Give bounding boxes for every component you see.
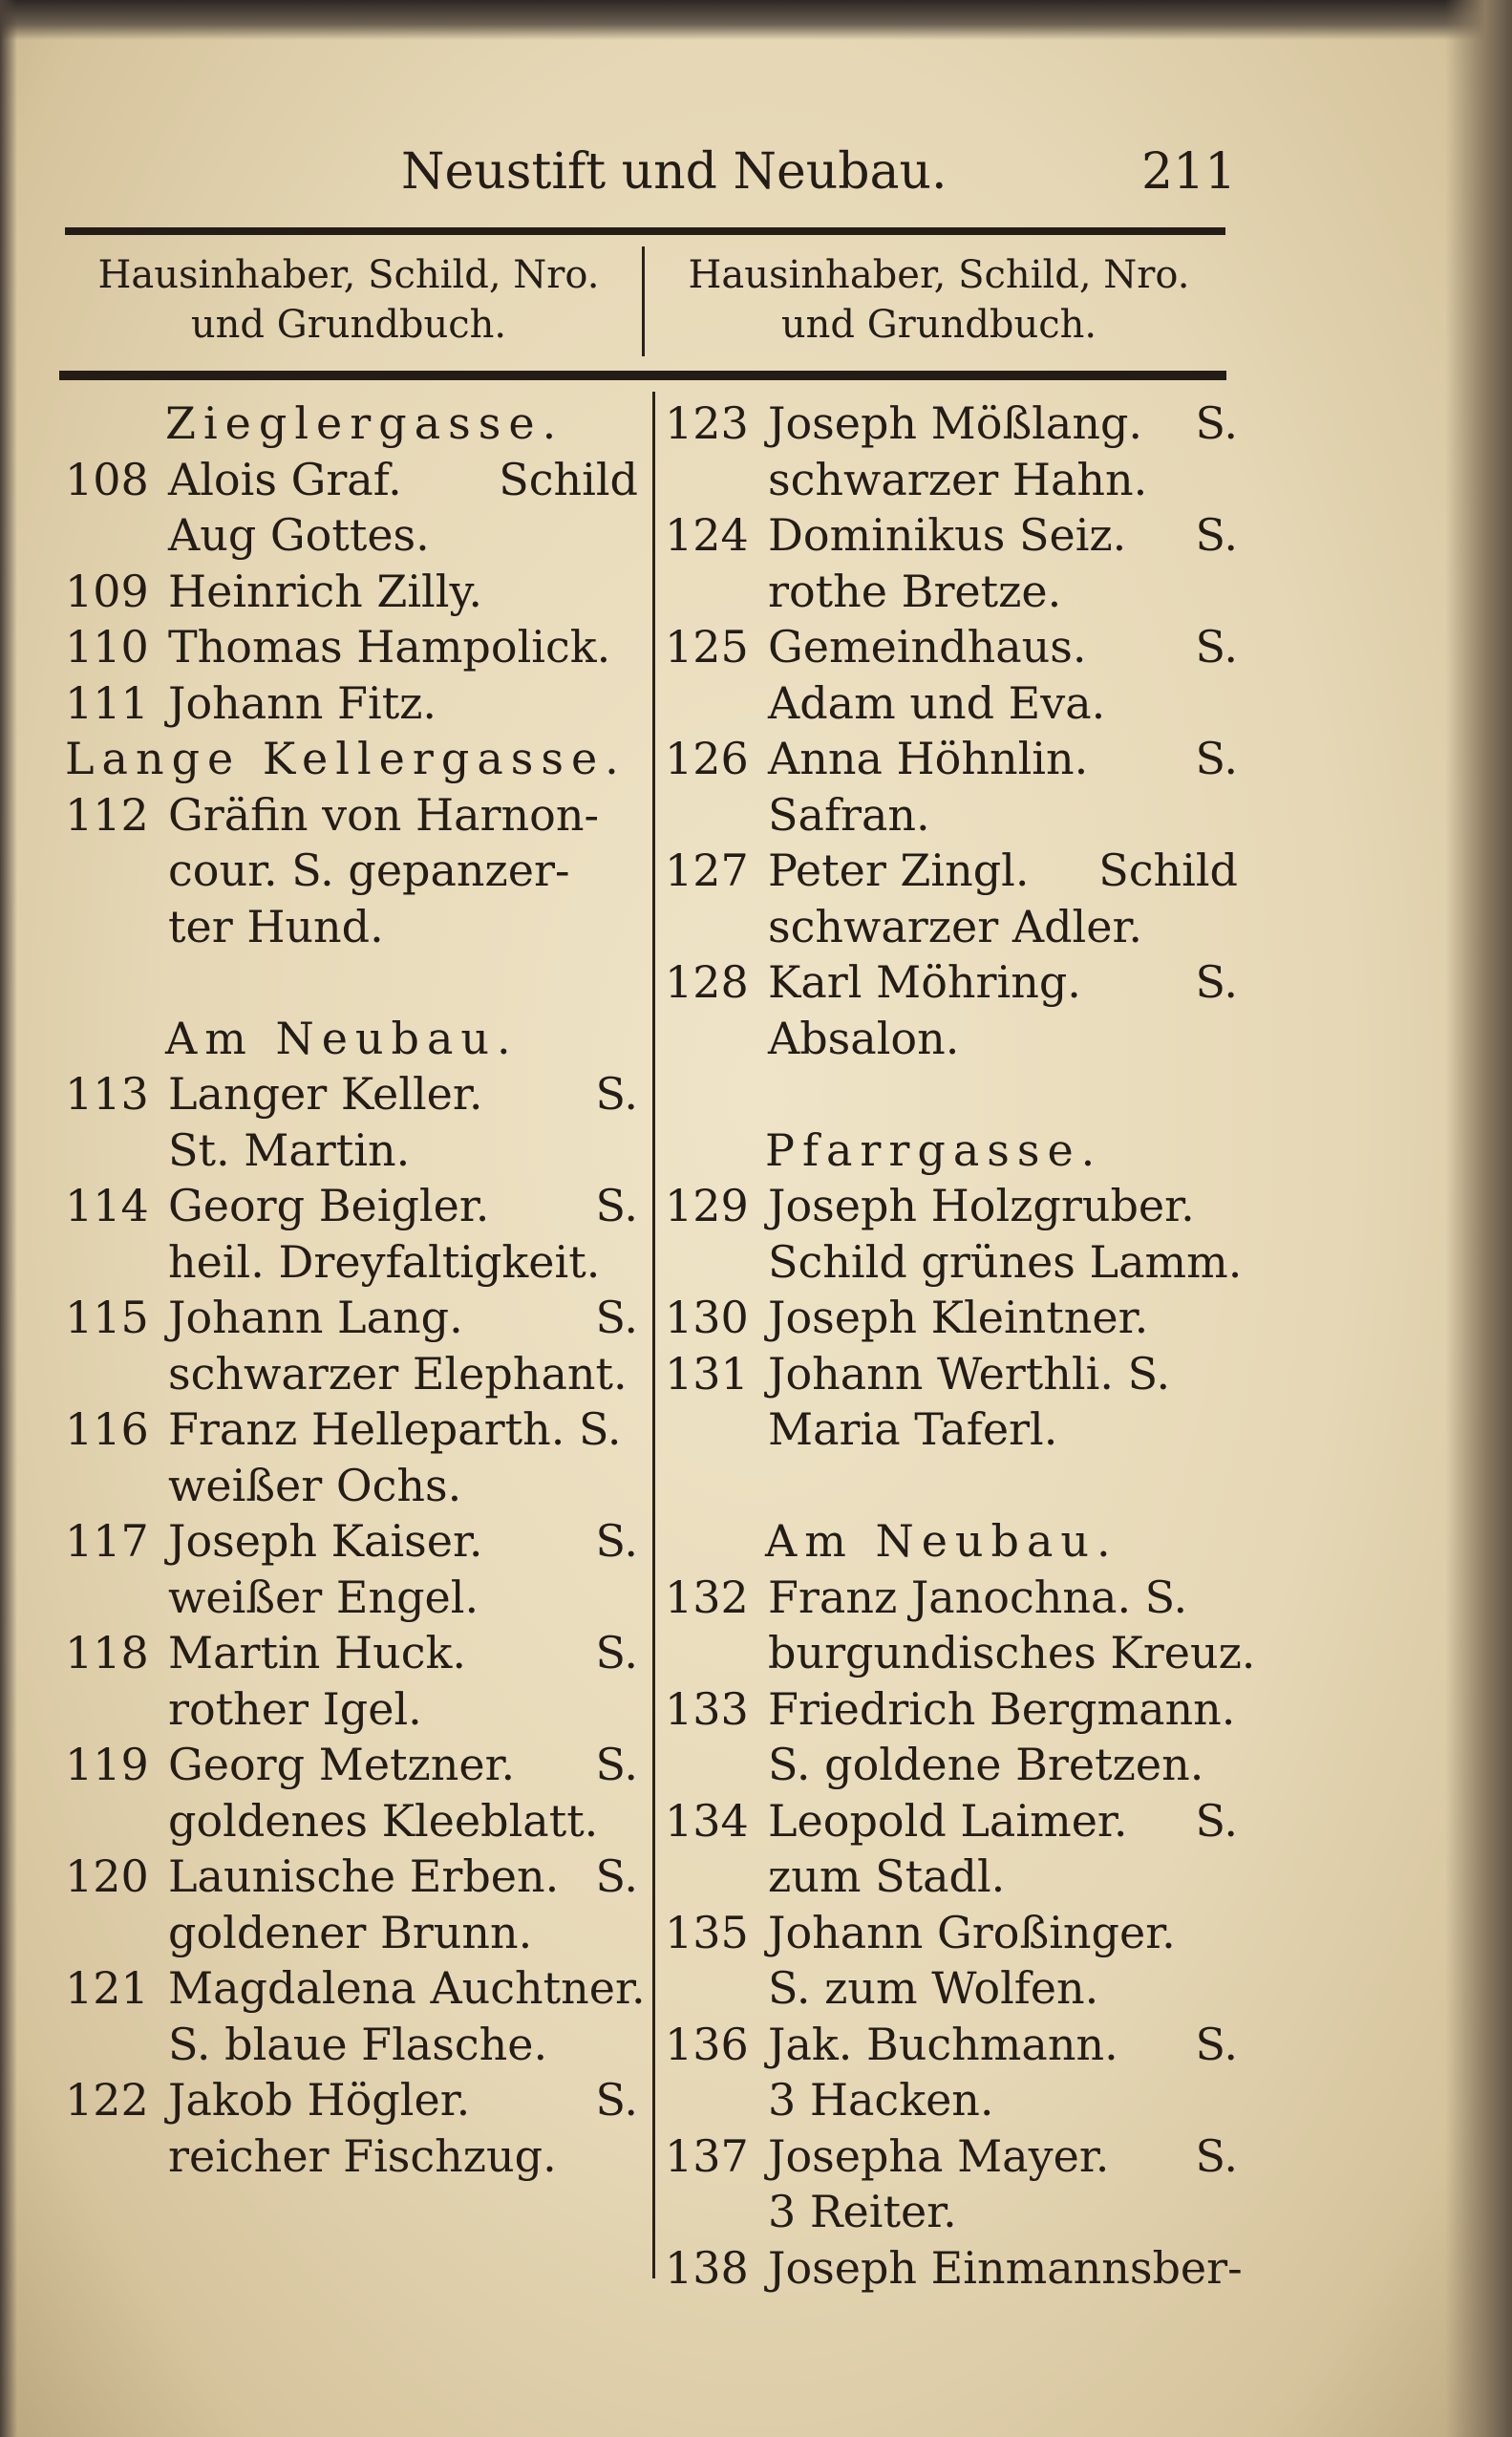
sign-abbrev: Schild xyxy=(1098,844,1238,896)
house-number: 113 xyxy=(65,1068,149,1120)
entry-text: Leopold Laimer. xyxy=(768,1794,1128,1847)
house-number: 137 xyxy=(665,2129,749,2182)
entry-line xyxy=(665,1234,1243,1291)
column-header-divider xyxy=(642,246,645,356)
house-number: 121 xyxy=(65,1962,149,2014)
entry-line xyxy=(665,675,1238,732)
entry-line xyxy=(665,1960,1238,2017)
entry-line xyxy=(65,787,638,844)
page-top-shadow xyxy=(0,0,1512,40)
entry-text: Thomas Hampolick. xyxy=(168,621,611,673)
house-number: 130 xyxy=(665,1292,749,1343)
left-column xyxy=(65,395,646,2184)
entry-line xyxy=(65,675,638,732)
page-title: Neustift und Neubau. xyxy=(401,143,948,201)
house-number: 120 xyxy=(65,1850,149,1902)
entry-line xyxy=(665,1290,1238,1346)
entry-text: Safran. xyxy=(768,788,930,841)
header-rule-top xyxy=(65,227,1225,235)
entry-line xyxy=(65,1570,638,1626)
entry-line xyxy=(665,1011,1238,1067)
entry-text: rothe Bretze. xyxy=(768,565,1062,617)
entry-line xyxy=(665,843,1238,899)
entry-text: Johann Werthli. S. xyxy=(768,1347,1171,1400)
entry-text: Gräfin von Harnon- xyxy=(168,788,600,841)
entry-text: schwarzer Hahn. xyxy=(768,453,1148,505)
section-title-text: Am Neubau. xyxy=(165,1012,519,1064)
house-number: 126 xyxy=(665,733,749,784)
sign-abbrev: S. xyxy=(595,1739,638,1790)
entry-text: Launische Erben. xyxy=(168,1850,560,1902)
entry-line xyxy=(665,507,1238,564)
entry-line xyxy=(65,1905,638,1961)
section-title xyxy=(665,1122,1238,1179)
column-header-left-line1: Hausinhaber, Schild, Nro. xyxy=(97,253,600,297)
house-number: 111 xyxy=(65,676,149,729)
house-number: 115 xyxy=(65,1292,149,1343)
entry-line xyxy=(665,1625,1256,1681)
entry-line xyxy=(665,1346,1238,1402)
sign-abbrev: S. xyxy=(595,1515,638,1567)
blank-line xyxy=(665,1066,1238,1122)
entry-line xyxy=(65,1234,638,1291)
entry-line xyxy=(665,452,1238,508)
entry-text: Aug Gottes. xyxy=(168,509,430,561)
entry-line xyxy=(665,899,1238,955)
house-number: 132 xyxy=(665,1571,749,1623)
entry-text: rother Igel. xyxy=(168,1682,422,1735)
entry-text: Joseph Mößlang. xyxy=(768,397,1143,449)
house-number: 128 xyxy=(665,956,749,1008)
entry-text: ter Hund. xyxy=(168,900,384,952)
entry-text: Friedrich Bergmann. xyxy=(768,1682,1236,1735)
section-title xyxy=(65,731,638,787)
sign-abbrev: S. xyxy=(595,2074,638,2126)
entry-line xyxy=(65,1849,638,1905)
entry-text: schwarzer Elephant. xyxy=(168,1347,628,1400)
column-header-left-line2: und Grundbuch. xyxy=(190,303,507,347)
house-number: 131 xyxy=(665,1347,749,1400)
entry-line xyxy=(65,2072,638,2128)
entry-line xyxy=(665,1570,1238,1626)
sign-abbrev: S. xyxy=(595,1068,638,1120)
entry-line xyxy=(65,1401,638,1458)
entry-line xyxy=(665,619,1238,675)
right-column xyxy=(665,395,1256,2296)
sign-abbrev: S. xyxy=(1195,621,1238,673)
entry-text: Alois Graf. xyxy=(168,453,402,505)
entry-text: Josepha Mayer. xyxy=(768,2129,1110,2182)
entry-text: Franz Helleparth. S. xyxy=(168,1403,622,1455)
entry-line xyxy=(65,1737,638,1793)
entry-text: Schild grünes Lamm. xyxy=(768,1235,1243,1288)
page-number: 211 xyxy=(1141,143,1237,201)
sign-abbrev: S. xyxy=(595,1180,638,1231)
entry-text: Maria Taferl. xyxy=(768,1403,1058,1455)
sign-abbrev: S. xyxy=(1195,509,1238,561)
entry-line xyxy=(665,1849,1238,1905)
entry-line xyxy=(65,452,638,508)
house-number: 138 xyxy=(665,2241,749,2294)
house-number: 116 xyxy=(65,1403,149,1455)
entry-line xyxy=(65,1625,638,1681)
entry-text: 3 Hacken. xyxy=(768,2074,994,2126)
entry-line xyxy=(665,564,1238,620)
house-number: 135 xyxy=(665,1906,749,1958)
entry-line xyxy=(65,843,638,899)
entry-text: reicher Fischzug. xyxy=(168,2129,557,2182)
house-number: 112 xyxy=(65,788,149,841)
entry-line xyxy=(65,564,638,620)
entry-line xyxy=(65,1122,638,1179)
entry-text: Adam und Eva. xyxy=(768,676,1106,729)
section-title-text: Pfarrgasse. xyxy=(765,1123,1103,1176)
entry-text: burgundisches Kreuz. xyxy=(768,1627,1256,1678)
entry-text: Karl Möhring. xyxy=(768,956,1081,1008)
entry-line xyxy=(665,2017,1238,2073)
section-title-text: Am Neubau. xyxy=(765,1515,1118,1567)
page-left-edge xyxy=(0,0,17,2437)
entry-line xyxy=(665,1401,1238,1458)
house-number: 110 xyxy=(65,621,149,673)
entry-text: Joseph Kleintner. xyxy=(768,1292,1149,1343)
entry-text: Heinrich Zilly. xyxy=(168,565,482,617)
entry-line xyxy=(65,1513,638,1570)
entry-line xyxy=(665,954,1238,1011)
blank-line xyxy=(665,1458,1238,1514)
entry-line xyxy=(65,2128,638,2185)
entry-line xyxy=(65,899,638,955)
house-number: 134 xyxy=(665,1794,749,1847)
entry-text: Johann Fitz. xyxy=(168,676,437,729)
blank-line xyxy=(65,954,638,1011)
entry-text: weißer Ochs. xyxy=(168,1459,462,1511)
entry-line xyxy=(65,507,638,564)
entry-text: S. zum Wolfen. xyxy=(768,1962,1099,2014)
sign-abbrev: S. xyxy=(595,1292,638,1343)
sign-abbrev: S. xyxy=(1195,2018,1238,2070)
entry-line xyxy=(665,395,1238,452)
entry-text: goldener Brunn. xyxy=(168,1906,533,1958)
house-number: 122 xyxy=(65,2074,149,2126)
entry-text: Johann Großinger. xyxy=(768,1906,1176,1958)
sign-abbrev: S. xyxy=(595,1627,638,1678)
entry-text: Peter Zingl. xyxy=(768,844,1030,896)
page-right-edge xyxy=(1445,0,1512,2437)
sign-abbrev: S. xyxy=(1195,733,1238,784)
entry-text: Georg Metzner. xyxy=(168,1739,516,1790)
house-number: 118 xyxy=(65,1627,149,1678)
entry-text: zum Stadl. xyxy=(768,1850,1006,1902)
entry-text: Jakob Högler. xyxy=(168,2074,471,2126)
entry-text: S. goldene Bretzen. xyxy=(768,1739,1204,1790)
section-title-text: Zieglergasse. xyxy=(165,397,564,449)
entry-text: Joseph Einmannsber- xyxy=(768,2241,1243,2294)
entry-text: Martin Huck. xyxy=(168,1627,466,1678)
sign-abbrev: S. xyxy=(595,1850,638,1902)
sign-abbrev: S. xyxy=(1195,956,1238,1008)
entry-text: St. Martin. xyxy=(168,1123,411,1176)
sign-abbrev: S. xyxy=(1195,2129,1238,2182)
entry-text: Absalon. xyxy=(768,1012,960,1064)
section-title xyxy=(65,395,638,452)
entry-line xyxy=(665,2072,1238,2128)
entry-line xyxy=(665,1681,1238,1738)
entry-line xyxy=(665,1737,1238,1793)
house-number: 117 xyxy=(65,1515,149,1567)
house-number: 123 xyxy=(665,397,749,449)
entry-line xyxy=(65,1793,638,1849)
house-number: 108 xyxy=(65,453,149,505)
entry-line xyxy=(65,1458,638,1514)
entry-text: Joseph Holzgruber. xyxy=(768,1180,1195,1231)
section-title-text: Lange Kellergasse. xyxy=(65,733,627,784)
entry-line xyxy=(65,1681,638,1738)
entry-text: heil. Dreyfaltigkeit. xyxy=(168,1235,601,1288)
column-header-right-line2: und Grundbuch. xyxy=(780,303,1097,347)
entry-text: cour. S. gepanzer- xyxy=(168,844,570,896)
entry-line xyxy=(665,2184,1238,2240)
entry-text: schwarzer Adler. xyxy=(768,900,1143,952)
section-title xyxy=(65,1011,638,1067)
entry-line xyxy=(65,1178,638,1234)
entry-text: 3 Reiter. xyxy=(768,2186,957,2237)
entry-text: S. blaue Flasche. xyxy=(168,2018,548,2070)
house-number: 136 xyxy=(665,2018,749,2070)
entry-line xyxy=(65,1290,638,1346)
house-number: 133 xyxy=(665,1682,749,1735)
entry-text: Franz Janochna. S. xyxy=(768,1571,1188,1623)
entry-text: Anna Höhnlin. xyxy=(768,733,1089,784)
sign-abbrev: S. xyxy=(1195,397,1238,449)
entry-line xyxy=(665,1905,1238,1961)
entry-text: Gemeindhaus. xyxy=(768,621,1087,673)
entry-line xyxy=(665,787,1238,844)
entry-text: Johann Lang. xyxy=(168,1292,463,1343)
house-number: 127 xyxy=(665,844,749,896)
entry-line xyxy=(665,731,1238,787)
entry-text: Magdalena Auchtner. xyxy=(168,1962,646,2014)
entry-line xyxy=(665,1793,1238,1849)
header-rule-bottom xyxy=(59,371,1226,380)
house-number: 125 xyxy=(665,621,749,673)
house-number: 114 xyxy=(65,1180,149,1231)
entry-line xyxy=(65,1066,638,1122)
house-number: 129 xyxy=(665,1180,749,1231)
entry-text: Georg Beigler. xyxy=(168,1180,490,1231)
column-header-left xyxy=(57,250,640,350)
entry-line xyxy=(65,2017,638,2073)
entry-text: Joseph Kaiser. xyxy=(168,1515,483,1567)
entry-line xyxy=(65,1960,646,2017)
house-number: 119 xyxy=(65,1739,149,1790)
sign-abbrev: Schild xyxy=(499,453,638,505)
entry-line xyxy=(665,2240,1243,2297)
entry-line xyxy=(65,1346,638,1402)
section-title xyxy=(665,1513,1238,1570)
column-header-right-line1: Hausinhaber, Schild, Nro. xyxy=(688,253,1190,297)
entry-text: Dominikus Seiz. xyxy=(768,509,1127,561)
entry-line xyxy=(665,1178,1238,1234)
column-header-right xyxy=(648,250,1230,350)
entry-text: weißer Engel. xyxy=(168,1571,479,1623)
entry-text: goldenes Kleeblatt. xyxy=(168,1794,599,1847)
column-divider xyxy=(652,392,655,2278)
house-number: 124 xyxy=(665,509,749,561)
house-number: 109 xyxy=(65,565,149,617)
entry-text: Langer Keller. xyxy=(168,1068,483,1120)
entry-line xyxy=(665,2128,1238,2185)
entry-line xyxy=(65,619,638,675)
sign-abbrev: S. xyxy=(1195,1794,1238,1847)
entry-text: Jak. Buchmann. xyxy=(768,2018,1118,2070)
